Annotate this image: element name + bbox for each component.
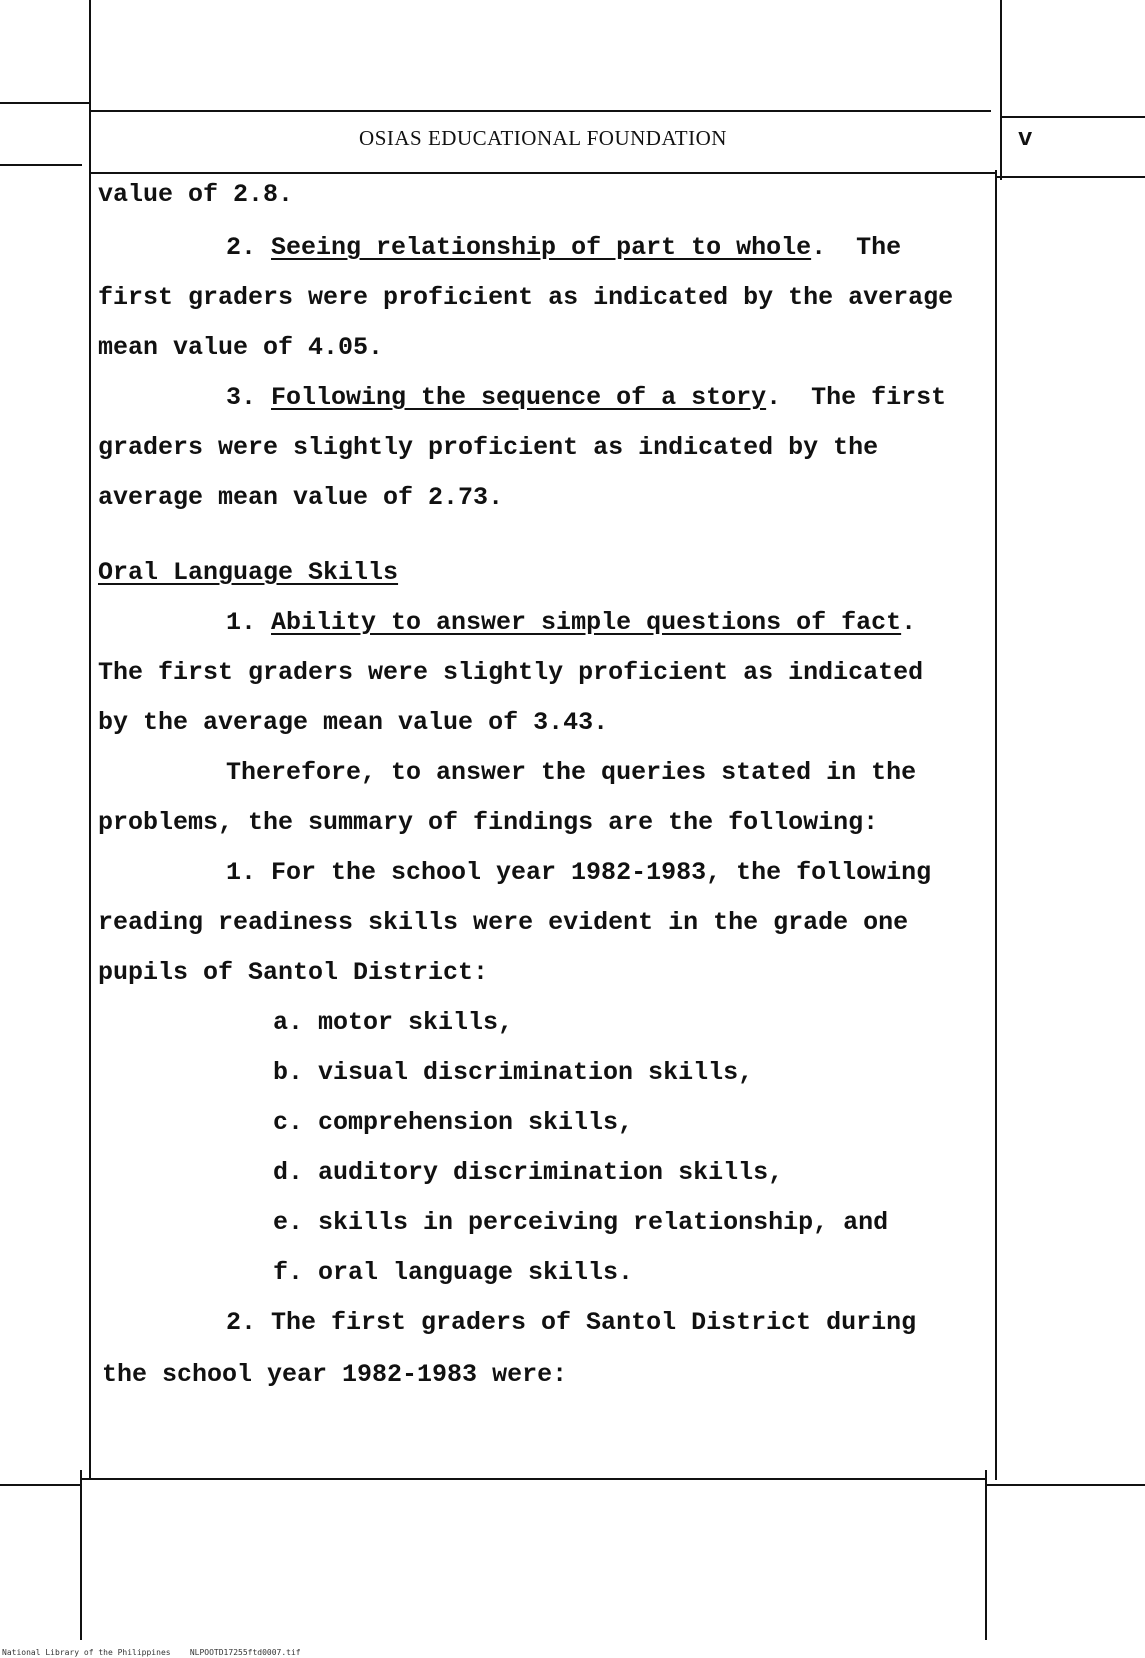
item-heading: Following the sequence of a story <box>271 383 767 412</box>
body-line: 1. For the school year 1982-1983, the following <box>226 858 932 887</box>
body-line: Therefore, to answer the queries stated in the <box>226 758 917 787</box>
frame-line <box>89 0 91 1478</box>
section-heading: Oral Language Skills <box>98 558 399 587</box>
body-line: problems, the summary of findings are the following: <box>98 808 879 837</box>
list-item: b. visual discrimination skills, <box>273 1058 754 1087</box>
frame-line <box>1002 116 1145 118</box>
list-item: a. motor skills, <box>273 1008 514 1037</box>
body-line: 2. The first graders of Santol District during <box>226 1308 917 1337</box>
page-number: v <box>1018 126 1033 153</box>
list-item: f. oral language skills. <box>273 1258 634 1287</box>
item-heading: Ability to answer simple questions of fact <box>271 608 902 637</box>
list-number: 1. <box>226 608 272 637</box>
running-header: OSIAS EDUCATIONAL FOUNDATION <box>359 126 727 150</box>
body-line: The first graders were slightly proficient as indicated <box>98 658 924 687</box>
frame-line <box>1000 0 1002 180</box>
frame-line <box>91 110 991 112</box>
frame-line <box>0 102 89 104</box>
frame-line <box>987 1484 1145 1486</box>
body-line: first graders were proficient as indicated by the average <box>98 283 954 312</box>
body-text: . <box>901 608 917 637</box>
item-heading: Seeing relationship of part to whole <box>271 233 812 262</box>
list-item: d. auditory discrimination skills, <box>273 1158 784 1187</box>
body-line: by the average mean value of 3.43. <box>98 708 609 737</box>
body-line: graders were slightly proficient as indicated by the <box>98 433 879 462</box>
list-number: 3. <box>226 383 272 412</box>
body-line <box>226 233 901 262</box>
frame-line <box>91 172 997 174</box>
body-line: the school year 1982-1983 were: <box>102 1360 568 1389</box>
frame-line <box>985 1470 987 1640</box>
list-number: 2. <box>226 233 272 262</box>
body-line: value of 2.8. <box>98 180 294 209</box>
list-item: e. skills in perceiving relationship, and <box>273 1208 889 1237</box>
body-line: pupils of Santol District: <box>98 958 489 987</box>
body-line: average mean value of 2.73. <box>98 483 504 512</box>
body-line <box>226 608 916 637</box>
frame-line <box>0 1484 82 1486</box>
list-item: c. comprehension skills, <box>273 1108 634 1137</box>
frame-line <box>995 170 997 1480</box>
frame-line <box>80 1470 82 1640</box>
frame-line <box>82 1478 987 1480</box>
body-line <box>226 383 946 412</box>
frame-line <box>997 176 1145 178</box>
body-text: . The <box>811 233 902 262</box>
body-line: mean value of 4.05. <box>98 333 384 362</box>
frame-line <box>0 164 82 166</box>
body-line: reading readiness skills were evident in the grade one <box>98 908 909 937</box>
body-text: . The first <box>766 383 947 412</box>
scan-source-note: National Library of the Philippines NLPOOTD17255ftd0007.tif <box>2 1648 301 1657</box>
